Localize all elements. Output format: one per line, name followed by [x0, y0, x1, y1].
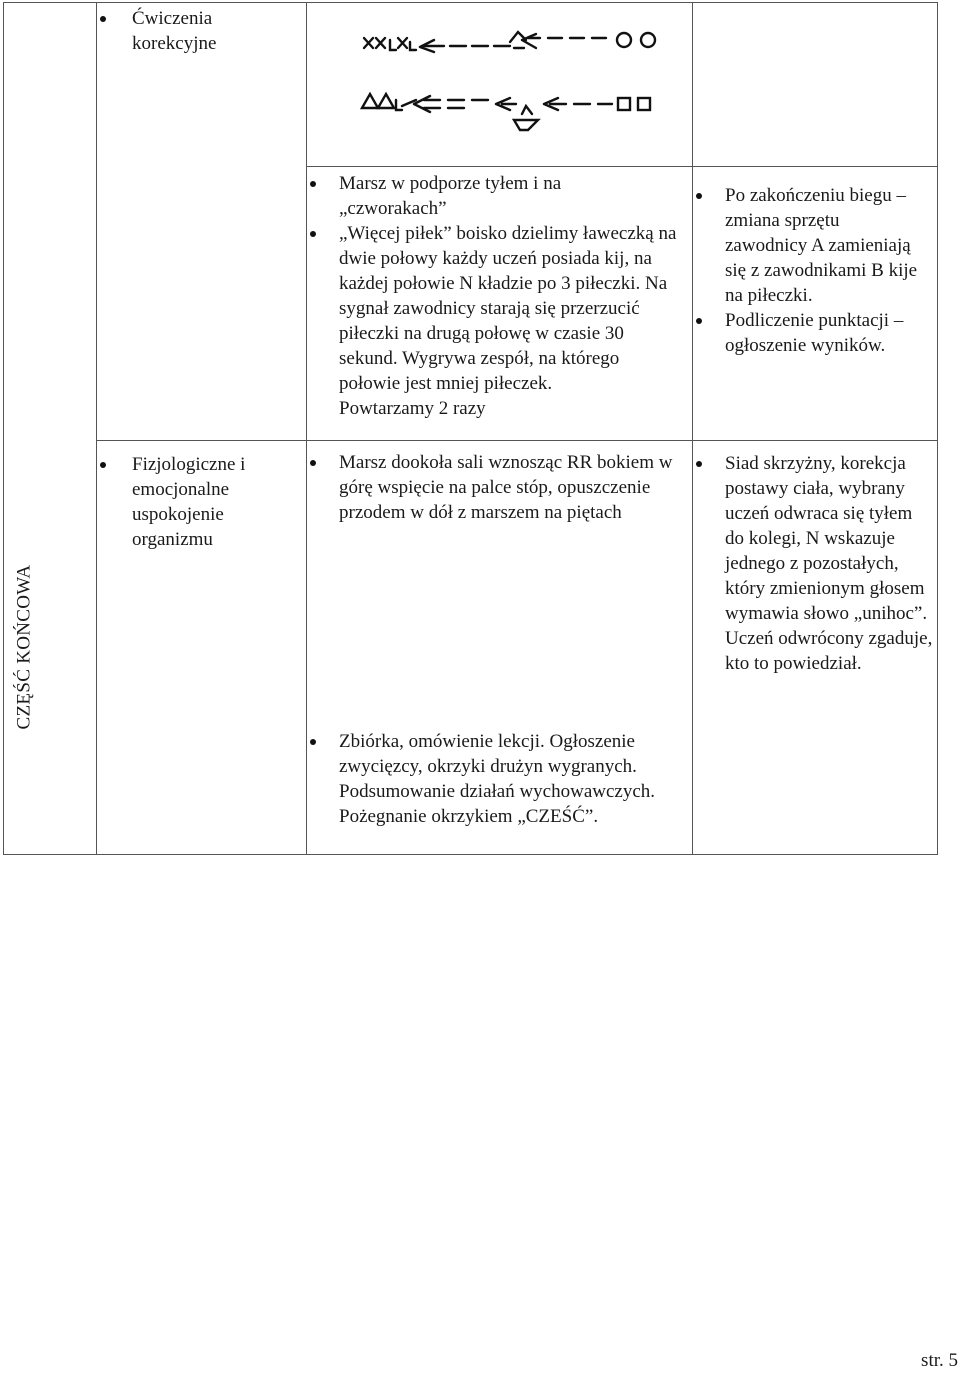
list-item: Fizjologiczne i emocjonalne uspokojenie organizmu: [97, 452, 302, 552]
exercises-cell-games: [306, 171, 690, 421]
exercise-diagram: [340, 18, 670, 138]
list-item: „Więcej piłek” boisko dzielimy ławeczką na dwie połowy każdy uczeń posiada kij, na każdej połowie N kładzie po 3 piłeczki. Na sygnał zawodnicy starają się przerzucić piłeczki na drugą połowę w czasie 30 sekund. Wygrywa zespół, na którego połowie jest mniej piłeczek.: [306, 221, 690, 396]
bench-icon: [514, 120, 538, 130]
section-label: CZĘŚĆ KOŃCOWA: [13, 564, 35, 730]
notes-cell-games: [693, 183, 936, 358]
table-border-bottom: [3, 854, 938, 855]
list-item: Marsz w podporze tyłem i na „czworakach”: [306, 171, 690, 221]
page-number: str. 5: [921, 1350, 958, 1371]
exercises-cell-march: [306, 450, 690, 525]
task-cell-calming: [97, 452, 302, 552]
table-divider-2: [306, 2, 307, 854]
list-item: Podliczenie punktacji – ogłoszenie wyników.: [693, 308, 936, 358]
table-divider-1: [96, 2, 97, 854]
table-divider-3: [692, 2, 693, 854]
crosses-row-sketch-icon: [364, 38, 416, 50]
repeat-note: Powtarzamy 2 razy: [339, 398, 486, 419]
section-label-cell: [0, 440, 48, 854]
row-divider-2: [96, 440, 938, 441]
task-cell-corrective: [97, 6, 302, 56]
triangles-row-sketch-icon: [362, 94, 416, 110]
list-item: Zbiórka, omówienie lekcji. Ogłoszenie zwycięzcy, okrzyki drużyn wygranych. Podsumowanie działań wychowawczych. Pożegnanie okrzykiem „CZEŚĆ”.: [306, 729, 690, 829]
table-border-top: [3, 2, 938, 3]
list-item: Siad skrzyżny, korekcja postawy ciała, wybrany uczeń odwraca się tyłem do kolegi, N wskazuje jednego z pozostałych, który zmienionym głosem wymawia słowo „unihoc”. Uczeń odwrócony zgaduje, kto to powiedział.: [693, 451, 936, 676]
notes-cell-calming: [693, 451, 936, 676]
list-item: Po zakończeniu biegu – zmiana sprzętu zawodnicy A zamieniają się z zawodnikami B kije na piłeczki.: [693, 183, 936, 308]
list-item: Marsz dookoła sali wznosząc RR bokiem w górę wspięcie na palce stóp, opuszczenie przodem w dół z marszem na piętach: [306, 450, 690, 525]
row-divider-1: [306, 166, 938, 167]
exercises-cell-summary: [306, 729, 690, 829]
ball-icon: [617, 33, 631, 47]
list-item: Ćwiczenia korekcyjne: [97, 6, 302, 56]
table-border-right: [937, 2, 938, 854]
